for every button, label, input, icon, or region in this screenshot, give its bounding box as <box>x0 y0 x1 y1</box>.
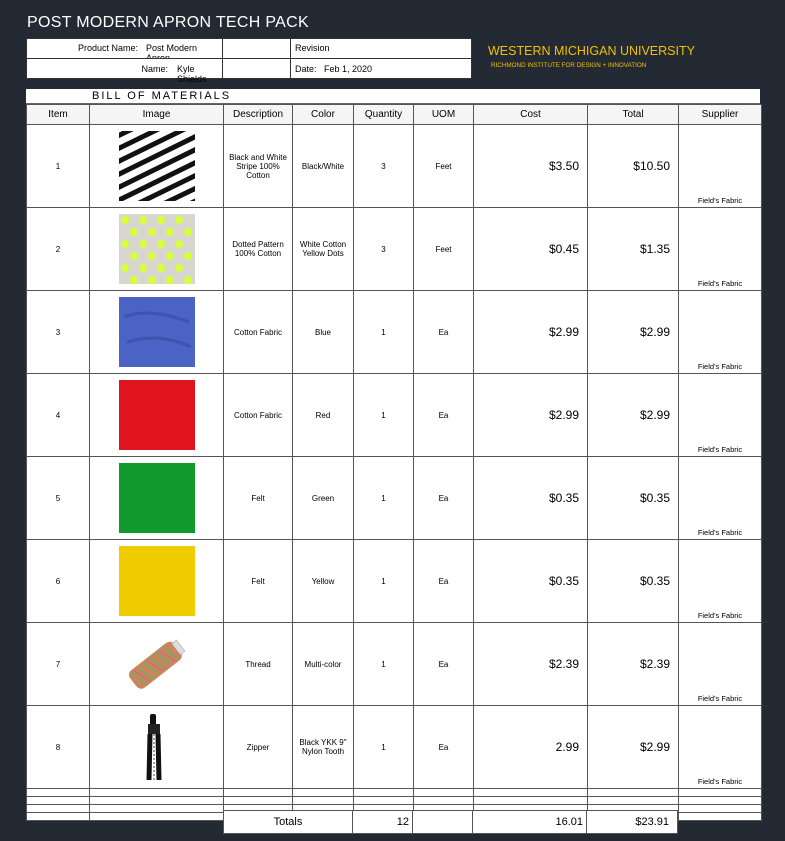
color-cell: Black/White <box>293 125 354 208</box>
totals-total: $23.91 <box>587 811 678 834</box>
image-cell <box>90 623 224 706</box>
table-row <box>27 291 762 374</box>
col-total-header: Total <box>588 105 679 125</box>
header-blank-cell <box>222 38 291 59</box>
col-uom-header: UOM <box>414 105 474 125</box>
color-cell: White Cotton Yellow Dots <box>293 208 354 291</box>
supplier-cell: Field's Fabric <box>679 125 762 208</box>
blue-fabric-image <box>119 297 195 367</box>
uom-cell: Ea <box>414 291 474 374</box>
image-cell <box>90 706 224 789</box>
supplier-cell: Field's Fabric <box>679 374 762 457</box>
totals-label: Totals <box>224 811 353 834</box>
uom-cell: Ea <box>414 623 474 706</box>
description-cell: Black and White Stripe 100% Cotton <box>224 125 293 208</box>
image-cell <box>90 374 224 457</box>
col-color-header: Color <box>293 105 354 125</box>
green-felt-image <box>119 463 195 533</box>
zipper-image <box>119 712 195 782</box>
total-cell: $0.35 <box>588 540 679 623</box>
supplier-cell: Field's Fabric <box>679 208 762 291</box>
cost-cell: $2.39 <box>474 623 588 706</box>
quantity-cell: 1 <box>354 706 414 789</box>
color-cell: Red <box>293 374 354 457</box>
product-name-cell <box>26 38 223 59</box>
image-cell <box>90 291 224 374</box>
item-number: 4 <box>27 374 90 457</box>
image-cell <box>90 208 224 291</box>
stripe-fabric-image <box>119 131 195 201</box>
image-cell <box>90 457 224 540</box>
page-title: POST MODERN APRON TECH PACK <box>27 14 309 31</box>
item-number: 6 <box>27 540 90 623</box>
name-label: Name: <box>141 64 168 74</box>
description-cell: Thread <box>224 623 293 706</box>
quantity-cell: 1 <box>354 291 414 374</box>
cost-cell: $2.99 <box>474 374 588 457</box>
total-cell: $0.35 <box>588 457 679 540</box>
blank-row <box>27 789 762 797</box>
cost-cell: $0.35 <box>474 457 588 540</box>
date-value: Feb 1, 2020 <box>324 64 373 74</box>
university-name: WESTERN MICHIGAN UNIVERSITY <box>488 44 695 58</box>
item-number: 8 <box>27 706 90 789</box>
cost-cell: $2.99 <box>474 291 588 374</box>
color-cell: Blue <box>293 291 354 374</box>
description-cell: Cotton Fabric <box>224 374 293 457</box>
color-cell: Green <box>293 457 354 540</box>
total-cell: $2.39 <box>588 623 679 706</box>
uom-cell: Feet <box>414 208 474 291</box>
total-cell: $2.99 <box>588 706 679 789</box>
header-blank-cell-2 <box>222 58 291 79</box>
item-number: 2 <box>27 208 90 291</box>
totals-row <box>224 811 678 834</box>
description-cell: Felt <box>224 540 293 623</box>
bom-heading-bar <box>26 89 760 104</box>
col-image-header: Image <box>90 105 224 125</box>
supplier-cell: Field's Fabric <box>679 623 762 706</box>
totals-cost: 16.01 <box>473 811 587 834</box>
blank-row <box>27 797 762 805</box>
supplier-cell: Field's Fabric <box>679 457 762 540</box>
item-number: 5 <box>27 457 90 540</box>
cost-cell: 2.99 <box>474 706 588 789</box>
product-name-value: Post Modern <box>146 43 198 53</box>
description-cell: Zipper <box>224 706 293 789</box>
item-number: 3 <box>27 291 90 374</box>
cost-cell: $0.35 <box>474 540 588 623</box>
quantity-cell: 1 <box>354 374 414 457</box>
color-cell: Multi-color <box>293 623 354 706</box>
red-fabric-image <box>119 380 195 450</box>
supplier-cell: Field's Fabric <box>679 291 762 374</box>
table-row <box>27 540 762 623</box>
supplier-cell: Field's Fabric <box>679 540 762 623</box>
date-cell <box>290 58 472 79</box>
table-row <box>27 374 762 457</box>
name-cell <box>26 58 223 84</box>
quantity-cell: 3 <box>354 125 414 208</box>
color-cell: Black YKK 9" Nylon Tooth <box>293 706 354 789</box>
item-number: 7 <box>27 623 90 706</box>
revision-cell <box>290 38 472 59</box>
description-cell: Felt <box>224 457 293 540</box>
dotted-fabric-image <box>119 214 195 284</box>
thread-spool-image <box>119 629 195 699</box>
quantity-cell: 1 <box>354 540 414 623</box>
total-cell: $10.50 <box>588 125 679 208</box>
col-supplier-header: Supplier <box>679 105 762 125</box>
total-cell: $2.99 <box>588 291 679 374</box>
table-row <box>27 623 762 706</box>
product-name-label: Product Name: <box>77 43 138 53</box>
cost-cell: $3.50 <box>474 125 588 208</box>
table-row <box>27 457 762 540</box>
image-cell <box>90 540 224 623</box>
description-cell: Dotted Pattern 100% Cotton <box>224 208 293 291</box>
col-quantity-header: Quantity <box>354 105 414 125</box>
uom-cell: Feet <box>414 125 474 208</box>
bom-header-row <box>27 105 762 125</box>
cost-cell: $0.45 <box>474 208 588 291</box>
uom-cell: Ea <box>414 706 474 789</box>
quantity-cell: 3 <box>354 208 414 291</box>
uom-cell: Ea <box>414 374 474 457</box>
col-item-header: Item <box>27 105 90 125</box>
table-row <box>27 208 762 291</box>
uom-cell: Ea <box>414 457 474 540</box>
yellow-felt-image <box>119 546 195 616</box>
table-row <box>27 706 762 789</box>
quantity-cell: 1 <box>354 623 414 706</box>
total-cell: $2.99 <box>588 374 679 457</box>
uom-cell: Ea <box>414 540 474 623</box>
revision-label: Revision <box>295 43 330 53</box>
date-label: Date: <box>295 64 317 74</box>
totals-quantity: 12 <box>353 811 413 834</box>
description-cell: Cotton Fabric <box>224 291 293 374</box>
quantity-cell: 1 <box>354 457 414 540</box>
bom-heading: BILL OF MATERIALS <box>92 90 232 102</box>
table-row <box>27 125 762 208</box>
name-value: Kyle Shields <box>177 64 207 84</box>
col-cost-header: Cost <box>474 105 588 125</box>
color-cell: Yellow <box>293 540 354 623</box>
bom-table <box>26 104 762 821</box>
item-number: 1 <box>27 125 90 208</box>
totals-uom-blank <box>413 811 473 834</box>
institute-name: RICHMOND INSTITUTE FOR DESIGN + INNOVATION <box>491 62 647 69</box>
totals-table <box>223 810 678 834</box>
col-description-header: Description <box>224 105 293 125</box>
supplier-cell: Field's Fabric <box>679 706 762 789</box>
total-cell: $1.35 <box>588 208 679 291</box>
image-cell <box>90 125 224 208</box>
